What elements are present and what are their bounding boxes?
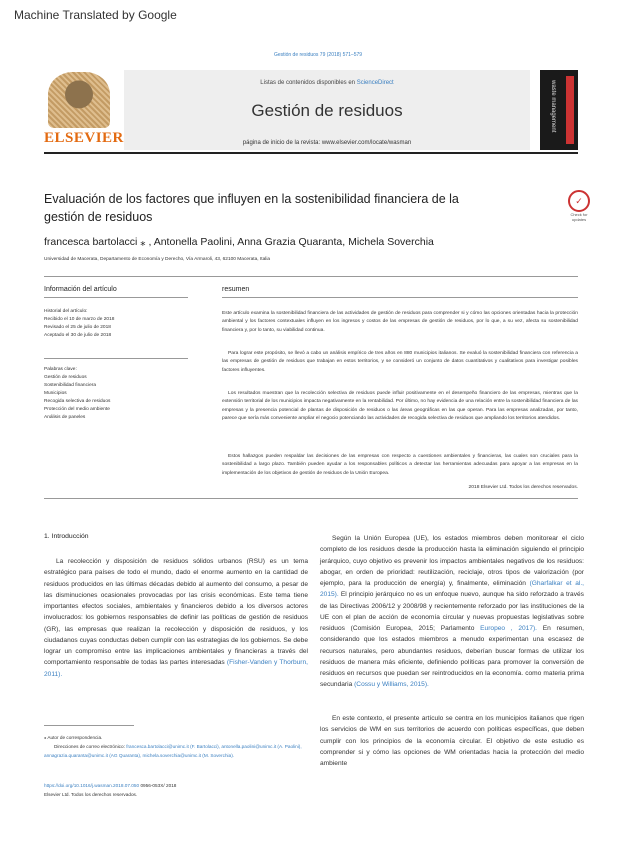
elsevier-logo	[44, 72, 124, 148]
section-heading: 1. Introducción	[44, 533, 89, 540]
citation-link[interactable]: (Fisher-Vanden y Thorburn, 2011).	[44, 659, 308, 678]
citation-link[interactable]: (Cossu y Williams, 2015).	[354, 681, 429, 689]
cover-title: waste management	[550, 80, 556, 133]
keyword: Sostenibilidad financiera	[44, 383, 96, 388]
emails-label: Direcciones de correo electrónico:	[54, 744, 125, 749]
body-paragraph-right	[320, 533, 584, 691]
article-title: Evaluación de los factores que influyen en la sostenibilidad financiera de la gestión de residuos	[44, 192, 459, 224]
keyword: Protección del medio ambiente	[44, 407, 110, 412]
article-history	[44, 308, 114, 340]
section-rule	[44, 276, 578, 277]
journal-cover-image	[540, 70, 578, 150]
history-line: Aceptado el 30 de julio de 2018	[44, 333, 112, 338]
body-paragraph-left	[44, 556, 308, 680]
doi-block	[44, 781, 176, 799]
article-info-rule	[44, 297, 188, 298]
publisher-rights: Elsevier Ltd. Todos los derechos reservados.	[44, 792, 138, 797]
keyword: Análisis de paneles	[44, 415, 86, 420]
abstract-paragraph: Para lograr este propósito, se llevó a cabo un análisis empírico de tres años en 880 municipios italianos. Se evaluó la sostenibilidad financiera con referencia a las empresas de gestión de residuos que trabajan en estos territorios, y se consideró un conjunto de datos cuantitativos y cualitativos para investigar posibles factores influyentes.	[222, 351, 578, 373]
corresponding-author-note: ⁎ Autor de correspondencia.	[44, 735, 103, 740]
contents-prefix: Listas de contenidos disponibles en	[260, 80, 356, 86]
history-line: Revisado el 25 de julio de 2018	[44, 325, 111, 330]
issn: 0956-053X/ 2018	[140, 783, 177, 788]
abstract-paragraph: Este artículo examina la sostenibilidad financiera de las actividades de gestión de residuos para comprender si y cómo las opciones orientadas hacia la protección ambiental y los factores contextuales influyen en los ingresos y costos de las empresas de gestión de residuos, por lo que, a su vez, afecta su sostenibilidad financiera y, por lo tanto, su viabilidad continua.	[222, 311, 578, 333]
footnote-rule	[44, 725, 134, 726]
doi-line	[44, 781, 176, 790]
keywords-rule	[44, 358, 188, 359]
affiliation: Universidad de Macerata, Departamento de Economía y Derecho, Vía Armaroli, 43, 62100 Macerata, Italia	[44, 257, 271, 262]
header-rule	[44, 152, 578, 154]
journal-title: Gestión de residuos	[251, 101, 403, 120]
publisher-name: ELSEVIER	[44, 130, 124, 146]
crossmark-icon: ✓	[568, 190, 590, 212]
keywords-list	[44, 366, 110, 422]
paragraph-text: La recolección y disposición de residuos sólidos urbanos (RSU) es un tema estratégico para países de todo el mundo, dado el enorme aumento en la cantidad de residuos producidos en las últimas décadas debido al aumento del consumo, a pesar de las disminuciones ocasionales provocadas por las crisis económicas. Este tema tiene importantes efectos sociales, ambientales y financieros debido a los diversos actores involucrados: los gobiernos responsables de definir las políticas de gestión de residuos (GR), las empresas que realizan la recolección y disposición de residuos, y los ciudadanos cuyas conductas deben cumplir con las estrategias de los gobiernos. Se debe lograr un compromiso entre las implicaciones ambientales y financieras a través del comportamiento responsable de todas las partes interesadas	[44, 558, 308, 667]
machine-translated-banner: Machine Translated by Google	[14, 8, 177, 22]
crossmark-label: Check for updates	[570, 212, 588, 222]
keyword: Municipios	[44, 391, 67, 396]
keywords-heading: Palabras clave:	[44, 367, 77, 372]
article-info-heading: Información del artículo	[44, 286, 117, 293]
keyword: Gestión de residuos	[44, 375, 87, 380]
citation-link[interactable]: (Gharfalkar et al., 2015).	[320, 580, 585, 599]
email-addresses	[44, 742, 314, 760]
cover-stripe	[566, 76, 574, 144]
abstract-rule	[222, 297, 578, 298]
history-line: Recibido el 10 de marzo de 2018	[44, 317, 115, 322]
body-paragraph-right-2: En este contexto, el presente artículo se centra en los municipios italianos que rigen los servicios de WM en sus territorios de acuerdo con políticas específicas, que deben cumplir con los principios de la economía circular. El objetivo de este estudio es comprender si y cómo las opciones de WM orientadas hacia la protección del medio ambiente	[320, 715, 584, 767]
journal-reference-link[interactable]: Gestión de residuos 79 (2018) 571–579	[273, 52, 363, 58]
sciencedirect-link[interactable]: ScienceDirect	[356, 80, 394, 86]
copyright-notice: 2018 Elsevier Ltd. Todos los derechos reservados.	[468, 485, 578, 490]
history-line: Historial del artículo:	[44, 309, 88, 314]
email-links[interactable]: francesca.bartolacci@unimc.it (F. Bartolacci), antonella.paolini@unimc.it (A. Paolini), annagrazia.quaranta@unimc.it (AG Quaranta), michela.soverchia@unimc.it (M. Soverchia).	[44, 744, 302, 758]
crossmark-badge[interactable]	[568, 190, 590, 222]
contents-line	[124, 80, 530, 86]
abstract-paragraph: Estos hallazgos pueden respaldar las decisiones de las empresas con respecto a cuestiones ambientales y financieras, las cuales son cruciales para la sostenibilidad a largo plazo. También pueden ayudar a los responsables políticos a detectar las herramientas adecuadas para apoyar a las empresas en la implementación de los objetivos de gestión de residuos de la Unión Europea.	[222, 454, 578, 476]
paragraph-text: En resumen, considerando que los estados miembros a menudo experimentan una escasez de recursos naturales, pero abundantes residuos, deberían buscar formas de utilizar los residuos de manera más eficiente, definiendo políticas para promover la conversión de residuos en recursos que puedan ser reintroducidos en la economía. como materia prima secundaria	[320, 625, 584, 689]
paragraph-text: Según la Unión Europea (UE), los estados miembros deben monitorear el ciclo completo de los residuos desde la producción hasta la eliminación siguiendo el principio jerárquico, cuyo objetivo es prevenir los impactos ambientales negativos de los residuos: abogar, en orden de prioridad: reutilización, reciclaje, otros tipos de valorización (por ejemplo, para la producción de energía) y, finalmente, eliminación	[320, 535, 584, 587]
abstract-bottom-rule	[44, 498, 578, 499]
keyword: Recogida selectiva de residuos	[44, 399, 111, 404]
paragraph-text: El principio jerárquico no es un enfoque nuevo, aunque ha sido reforzado a través de las Directivas 2006/12 y 2008/98 y recientemente reforzado por las instituciones de la UE con el plan de acción de economía circular y nuevas propuestas legislativas sobre residuos (Comisión Europea, 2015; Parlamento	[320, 591, 584, 632]
journal-homepage[interactable]: página de inicio de la revista: www.elsevier.com/locate/wasman	[242, 140, 412, 146]
footnotes	[44, 733, 314, 760]
doi-link[interactable]: https://doi.org/10.1016/j.wasman.2018.07.050	[44, 783, 140, 788]
elsevier-tree-icon	[48, 72, 110, 128]
abstract-heading: resumen	[222, 286, 250, 293]
author-list: francesca bartolacci ⁎ , Antonella Paolini, Anna Grazia Quaranta, Michela Soverchia	[44, 236, 434, 248]
abstract-paragraph: Los resultados muestran que la recolección selectiva de residuos puede influir positivamente en el desempeño financiero de las empresas, mientras que la extensión territorial de los municipios impacta negativamente en la rentabilidad. Por último, no hay evidencia de una relación entre la sostenibilidad financiera de las empresas y la presencia potencial de plantas de disposición de residuos o las áreas geográficas en las que operan. Para las empresas analizadas, por tanto, parece que sería más conveniente ampliar el negocio potenciando las actividades de recogida selectiva de residuos que ampliando los territorios atendidos.	[222, 391, 578, 422]
citation-link[interactable]: Europeo , 2017).	[480, 625, 538, 632]
